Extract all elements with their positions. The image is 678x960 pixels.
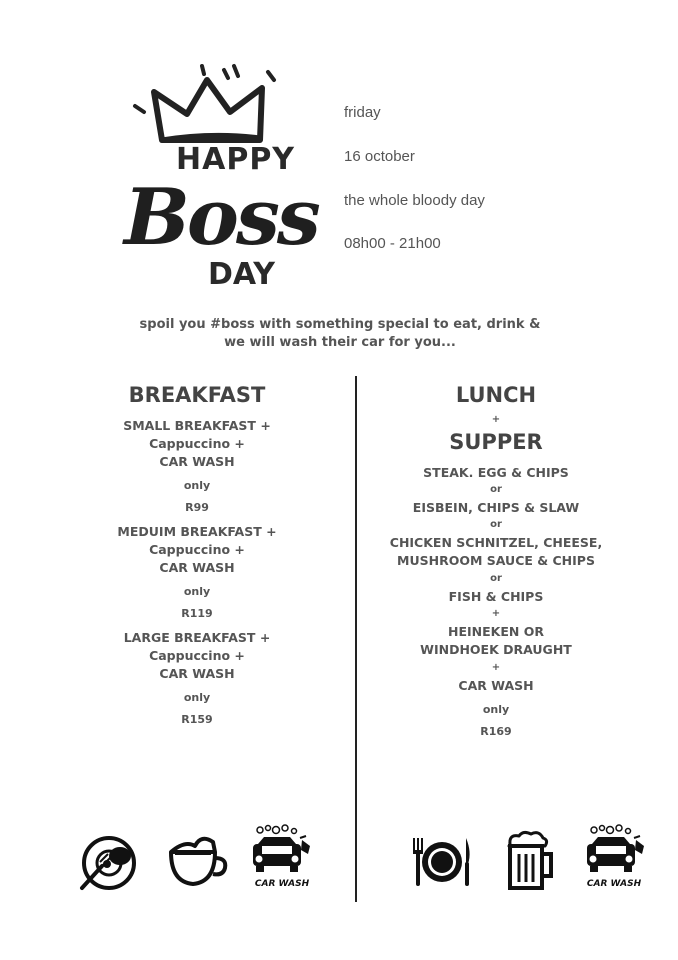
item-line: CAR WASH xyxy=(159,560,235,575)
item-line: Cappuccino + xyxy=(149,436,245,451)
supper-title: SUPPER xyxy=(449,430,543,454)
item-line: CHICKEN SCHNITZEL, CHEESE, xyxy=(389,535,603,550)
breakfast-title: BREAKFAST xyxy=(128,383,266,407)
plus-sign: + xyxy=(491,414,501,425)
or-label: or xyxy=(490,573,502,584)
car-wash-item: CAR WASH xyxy=(458,678,534,693)
item-line: SMALL BREAKFAST + xyxy=(123,418,271,433)
car-wash-label: CAR WASH xyxy=(586,879,642,889)
only-label: only xyxy=(183,691,211,704)
price: R159 xyxy=(181,713,213,726)
logo-happy-text: HAPPY xyxy=(176,142,296,177)
event-day: friday xyxy=(344,104,381,121)
plus-sign: + xyxy=(491,662,501,673)
option-steak: STEAK. EGG & CHIPS xyxy=(423,465,569,480)
or-label: or xyxy=(490,484,502,495)
option-schnitzel xyxy=(376,534,616,570)
event-duration: the whole bloody day xyxy=(344,192,485,209)
item-line: HEINEKEN OR xyxy=(448,624,544,639)
tagline-line-2: we will wash their car for you... xyxy=(224,335,456,350)
tagline-line-1: spoil you #boss with something special to eat, drink & xyxy=(139,317,541,332)
option-eisbein: EISBEIN, CHIPS & SLAW xyxy=(412,500,580,515)
option-fish: FISH & CHIPS xyxy=(448,589,544,604)
only-label: only xyxy=(183,479,211,492)
item-line: MUSHROOM SAUCE & CHIPS xyxy=(397,553,595,568)
price: R119 xyxy=(181,607,213,620)
breakfast-column xyxy=(96,0,298,960)
logo-boss-text: Boss xyxy=(124,172,318,263)
coffee-cup-icon xyxy=(165,832,229,888)
logo-day-text: DAY xyxy=(208,257,275,292)
drink-option xyxy=(376,623,616,659)
event-hours: 08h00 - 21h00 xyxy=(344,235,441,252)
only-label: only xyxy=(183,585,211,598)
car-wash-label: CAR WASH xyxy=(254,879,310,889)
breakfast-item-large xyxy=(96,629,298,683)
item-line: Cappuccino + xyxy=(149,542,245,557)
only-label: only xyxy=(482,703,510,716)
plus-sign: + xyxy=(491,608,501,619)
item-line: LARGE BREAKFAST + xyxy=(123,630,271,645)
knife-fork-plate-icon xyxy=(408,834,474,890)
item-line: CAR WASH xyxy=(159,666,235,681)
item-line: WINDHOEK DRAUGHT xyxy=(420,642,572,657)
lunch-supper-column xyxy=(376,0,616,960)
event-date: 16 october xyxy=(344,148,415,165)
breakfast-item-small xyxy=(96,417,298,471)
item-line: MEDUIM BREAKFAST + xyxy=(117,524,277,539)
item-line: Cappuccino + xyxy=(149,648,245,663)
lunch-title: LUNCH xyxy=(455,383,537,407)
breakfast-plate-icon xyxy=(78,834,140,892)
or-label: or xyxy=(490,519,502,530)
item-line: CAR WASH xyxy=(159,454,235,469)
column-divider xyxy=(355,376,357,902)
breakfast-item-medium xyxy=(96,523,298,577)
price: R169 xyxy=(480,725,512,738)
beer-mug-icon xyxy=(505,830,555,892)
price: R99 xyxy=(185,501,209,514)
